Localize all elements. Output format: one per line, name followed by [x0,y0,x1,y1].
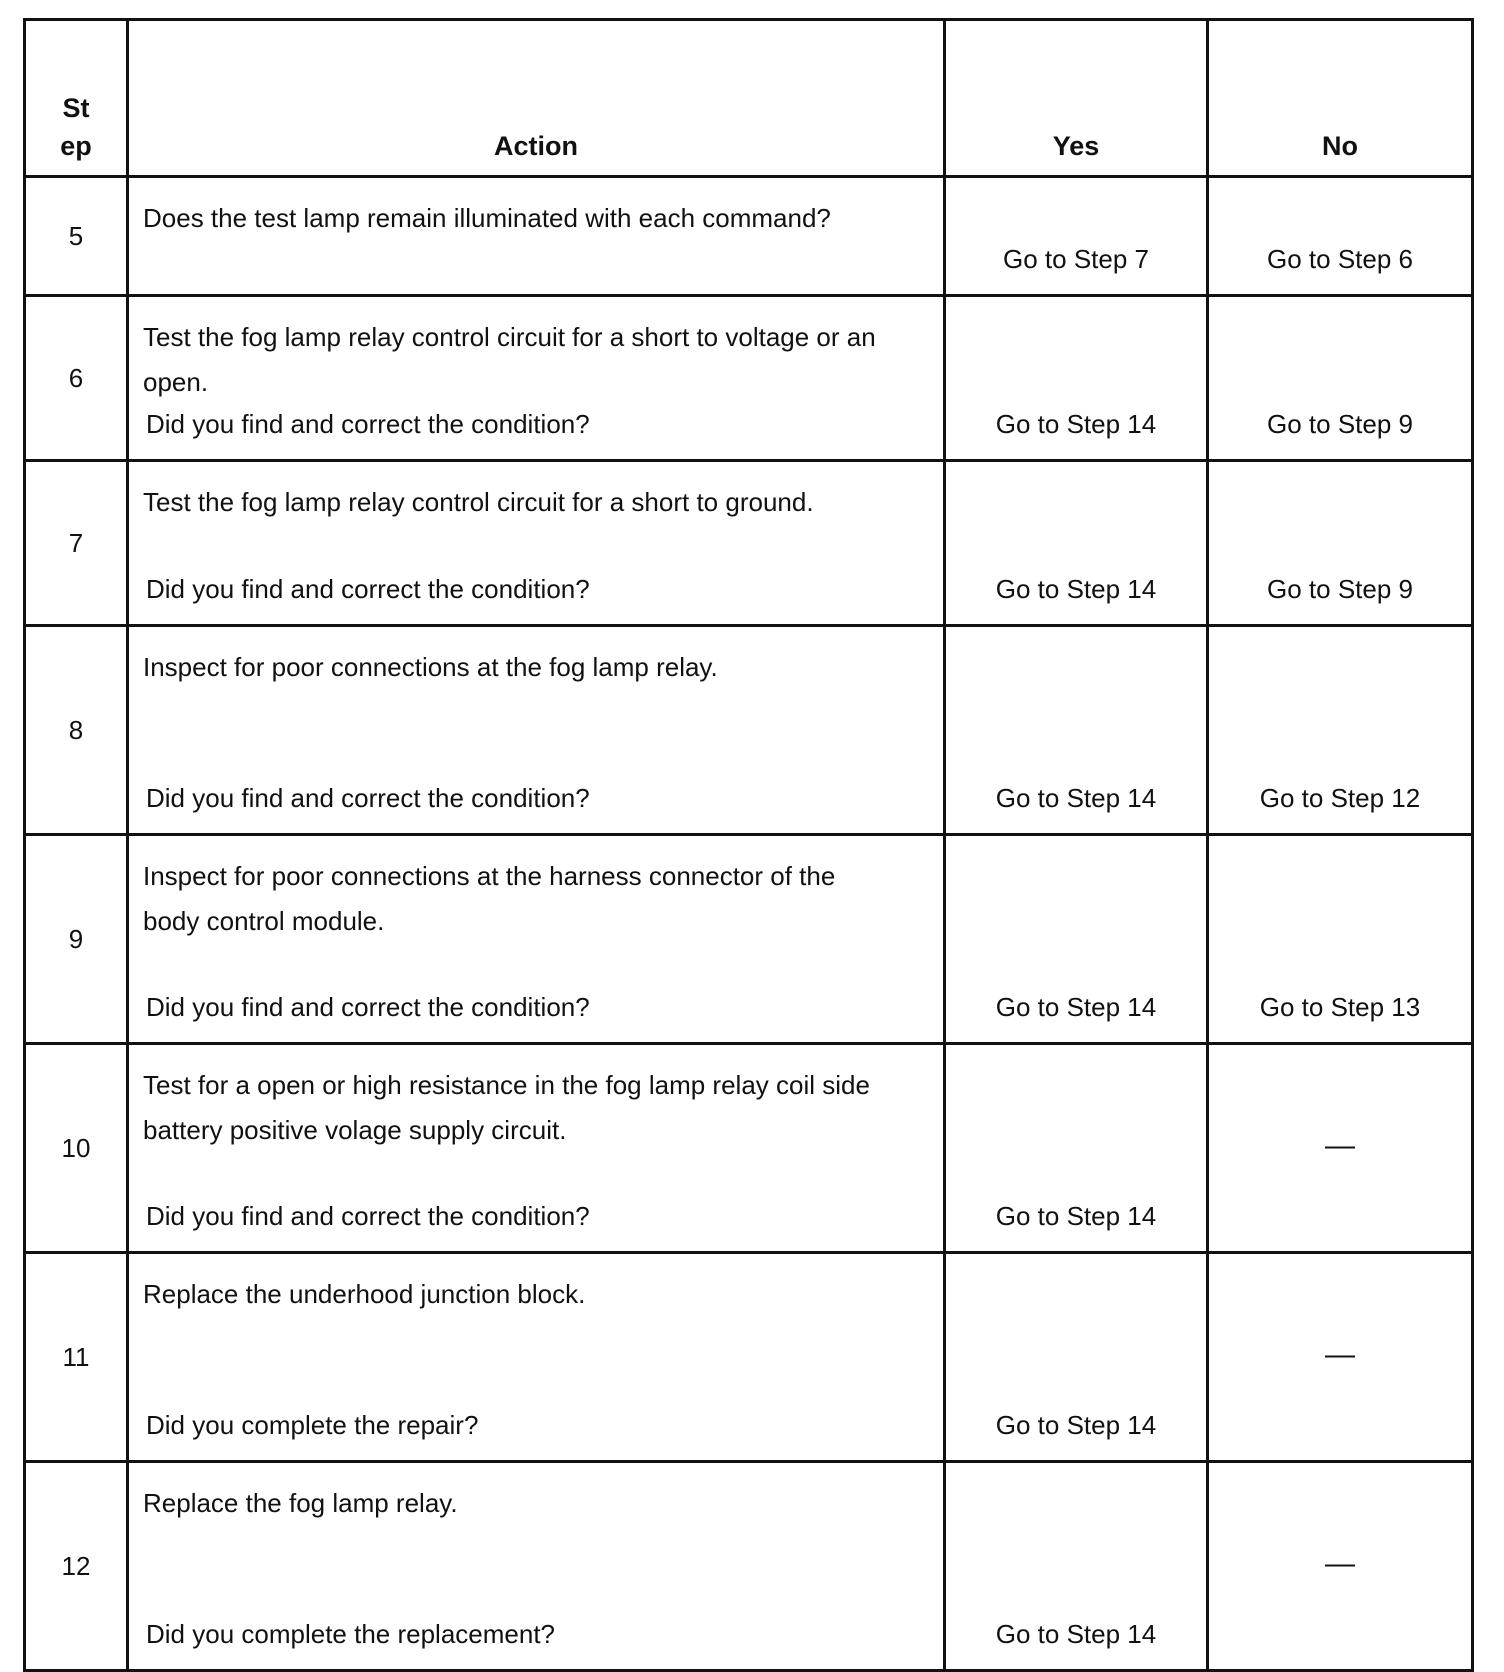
no-cell [1208,1462,1473,1671]
table-row [25,177,1473,296]
action-cell [128,835,945,1044]
table-row [25,461,1473,626]
action-text: Test the fog lamp relay control circuit for a short to voltage or an open. [143,322,876,397]
action-cell [128,177,945,296]
step-number: 10 [25,1044,128,1253]
no-answer: Go to Step 12 [1259,783,1421,813]
yes-cell [945,1044,1208,1253]
yes-answer: Go to Step 14 [995,783,1157,813]
yes-cell [945,1253,1208,1462]
action-question: Did you complete the repair? [146,1410,479,1440]
step-number: 5 [25,177,128,296]
header-yes: Yes [945,20,1208,177]
table-row [25,296,1473,461]
action-question: Did you find and correct the condition? [146,409,590,439]
yes-cell [945,835,1208,1044]
yes-cell [945,296,1208,461]
action-cell [128,461,945,626]
action-cell [128,1253,945,1462]
yes-cell [945,461,1208,626]
no-answer: Go to Step 9 [1267,409,1413,439]
table-row [25,1253,1473,1462]
action-question: Did you complete the replacement? [146,1619,556,1649]
action-text: Inspect for poor connections at the fog lamp relay. [143,652,718,682]
table-row [25,1462,1473,1671]
diagnostic-table [23,18,1474,1672]
action-cell [128,626,945,835]
no-answer-dash: — [1325,1338,1355,1371]
action-text: Replace the fog lamp relay. [143,1488,458,1518]
no-cell [1208,835,1473,1044]
header-row [25,20,1473,177]
yes-cell [945,177,1208,296]
no-answer: Go to Step 13 [1259,992,1421,1022]
no-cell [1208,1044,1473,1253]
header-action: Action [128,20,945,177]
no-answer: Go to Step 9 [1267,574,1413,604]
no-cell [1208,177,1473,296]
yes-answer: Go to Step 14 [995,992,1157,1022]
step-number: 9 [25,835,128,1044]
action-text: Does the test lamp remain illuminated with each command? [143,203,831,233]
yes-answer: Go to Step 14 [995,409,1157,439]
no-cell [1208,461,1473,626]
no-answer: Go to Step 6 [1267,244,1413,274]
header-step: St ep [25,20,128,177]
yes-cell [945,1462,1208,1671]
action-text: Test for a open or high resistance in the fog lamp relay coil side battery positive volage supply circuit. [143,1070,870,1145]
table-row [25,626,1473,835]
header-no: No [1208,20,1473,177]
action-cell [128,1462,945,1671]
yes-answer: Go to Step 14 [995,1619,1157,1649]
step-number: 6 [25,296,128,461]
yes-answer: Go to Step 7 [1003,244,1149,274]
action-question: Did you find and correct the condition? [146,992,590,1022]
table-row [25,835,1473,1044]
step-number: 7 [25,461,128,626]
action-text: Replace the underhood junction block. [143,1279,586,1309]
step-number: 8 [25,626,128,835]
no-answer-dash: — [1325,1547,1355,1580]
table-row [25,1044,1473,1253]
step-number: 12 [25,1462,128,1671]
no-cell [1208,296,1473,461]
action-cell [128,296,945,461]
no-answer-dash: — [1325,1129,1355,1162]
action-cell [128,1044,945,1253]
action-question: Did you find and correct the condition? [146,1201,590,1231]
action-text: Inspect for poor connections at the harness connector of the body control module. [143,861,836,936]
yes-answer: Go to Step 14 [995,574,1157,604]
yes-answer: Go to Step 14 [995,1410,1157,1440]
step-number: 11 [25,1253,128,1462]
no-cell [1208,1253,1473,1462]
yes-answer: Go to Step 14 [995,1201,1157,1231]
action-question: Did you find and correct the condition? [146,783,590,813]
yes-cell [945,626,1208,835]
no-cell [1208,626,1473,835]
action-text: Test the fog lamp relay control circuit for a short to ground. [143,487,814,517]
action-question: Did you find and correct the condition? [146,574,590,604]
